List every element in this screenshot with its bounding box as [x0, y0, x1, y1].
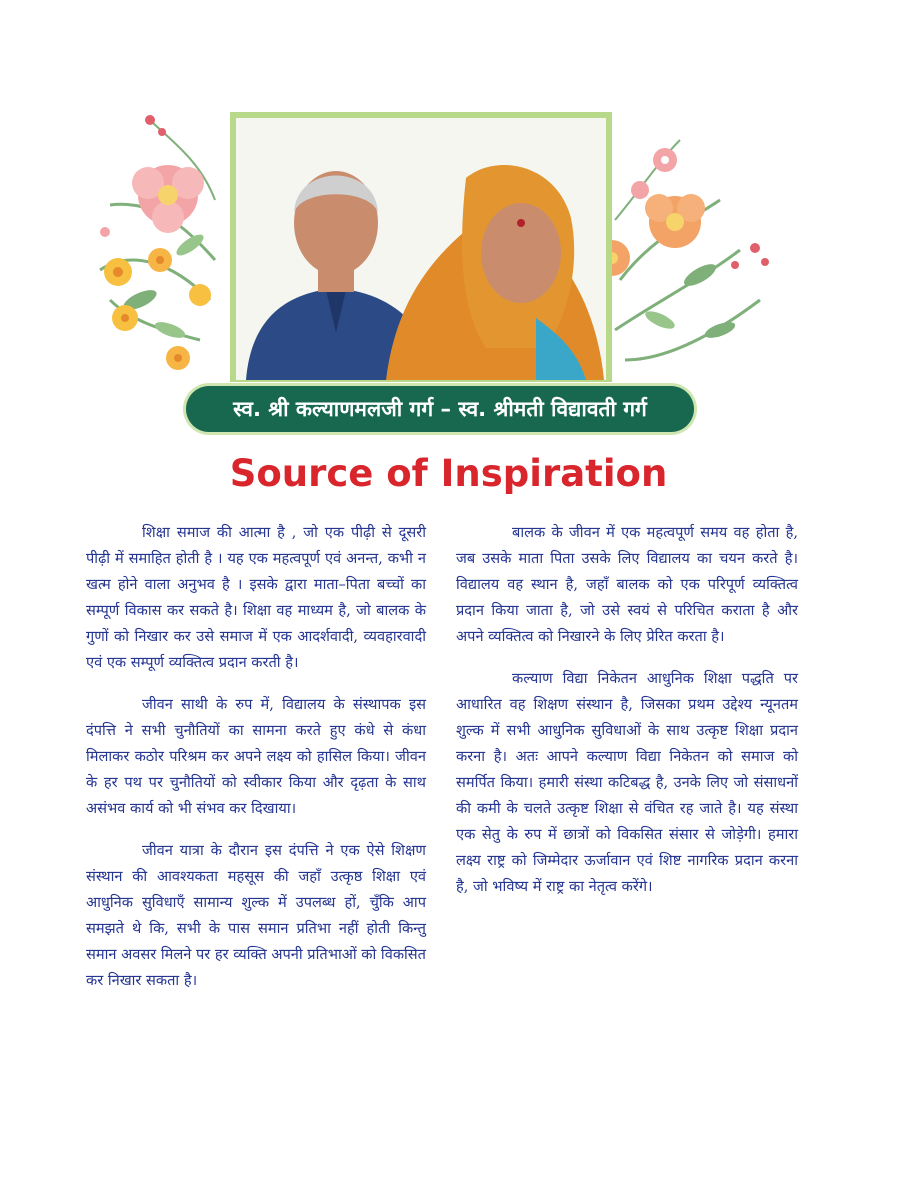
right-column: [456, 520, 798, 916]
page-title: Source of Inspiration: [229, 452, 668, 495]
left-flowers-icon: [100, 115, 215, 370]
paragraph: शिक्षा समाज की आत्मा है , जो एक पीढ़ी से दूसरी पीढ़ी में समाहित होती है । यह एक महत्वपूर्ण एवं अनन्त, कभी न खत्म होने वाला अनुभव है । इसके द्वारा माता–पिता बच्चों का सम्पूर्ण विकास कर सकते है। शिक्षा वह माध्यम है, जो बालक के गुणों को निखार कर उसे समाज में एक आदर्शवादी, व्यवहारवादी एवं एक सम्पूर्ण व्यक्तित्व प्रदान करती है।: [86, 524, 426, 671]
paragraph: जीवन साथी के रुप में, विद्यालय के संस्थापक इस दंपत्ति ने सभी चुनौतियों का सामना करते हुए कंधे से कंधा मिलाकर कठोर परिश्रम कर अपने लक्ष्य को हासिल किया। जीवन के हर पथ पर चुनौतियों को स्वीकार किया और दृढ़ता के साथ असंभव कार्य को भी संभव कर दिखाया।: [86, 696, 426, 817]
right-flowers-icon: [594, 140, 769, 360]
founders-photo: [236, 118, 606, 380]
founders-names: स्व. श्री कल्याणमलजी गर्ग – स्व. श्रीमती विद्यावती गर्ग: [233, 397, 647, 421]
founders-name-banner: [186, 386, 694, 432]
left-column: [86, 520, 426, 1010]
paragraph: जीवन यात्रा के दौरान इस दंपत्ति ने एक ऐसे शिक्षण संस्थान की आवश्यकता महसूस की जहाँ उत्कृष्ठ शिक्षा एवं आधुनिक सुविधाएँ सामान्य शुल्क में उपलब्ध हों, चुँकि आप समझते थे कि, सभी के पास समान प्रतिभा नहीं होती किन्तु समान अवसर मिलने पर हर व्यक्ति अपनी प्रतिभाओं को विकसित कर निखार सकता है।: [86, 842, 426, 989]
paragraph: बालक के जीवन में एक महत्वपूर्ण समय वह होता है, जब उसके माता पिता उसके लिए विद्यालय का चयन करते है। विद्यालय वह स्थान है, जहाँ बालक को एक परिपूर्ण व्यक्तित्व प्रदान किया जाता है, जो उसे स्वयं से परिचित कराता है और अपने व्यक्तित्व को निखारने के लिए प्रेरित करता है।: [456, 524, 798, 645]
paragraph: कल्याण विद्या निकेतन आधुनिक शिक्षा पद्धति पर आधारित वह शिक्षण संस्थान है, जिसका प्रथम उद्देश्य न्यूनतम शुल्क में सभी आधुनिक सुविधाओं के साथ उत्कृष्ट शिक्षा प्रदान करना है। अतः आपने कल्याण विद्या निकेतन को समाज को समर्पित किया। हमारी संस्था कटिबद्ध है, उनके लिए जो संसाधनों की कमी के चलते उत्कृष्ट शिक्षा से वंचित रह जाते है। यह संस्था एक सेतु के रुप में छात्रों को विकसित संसार से जोड़ेगी। हमारा लक्ष्य राष्ट्र को जिम्मेदार ऊर्जावान एवं शिष्ट नागरिक प्रदान करना है, जो भविष्य में राष्ट्र का नेतृत्व करेंगे।: [456, 670, 798, 895]
